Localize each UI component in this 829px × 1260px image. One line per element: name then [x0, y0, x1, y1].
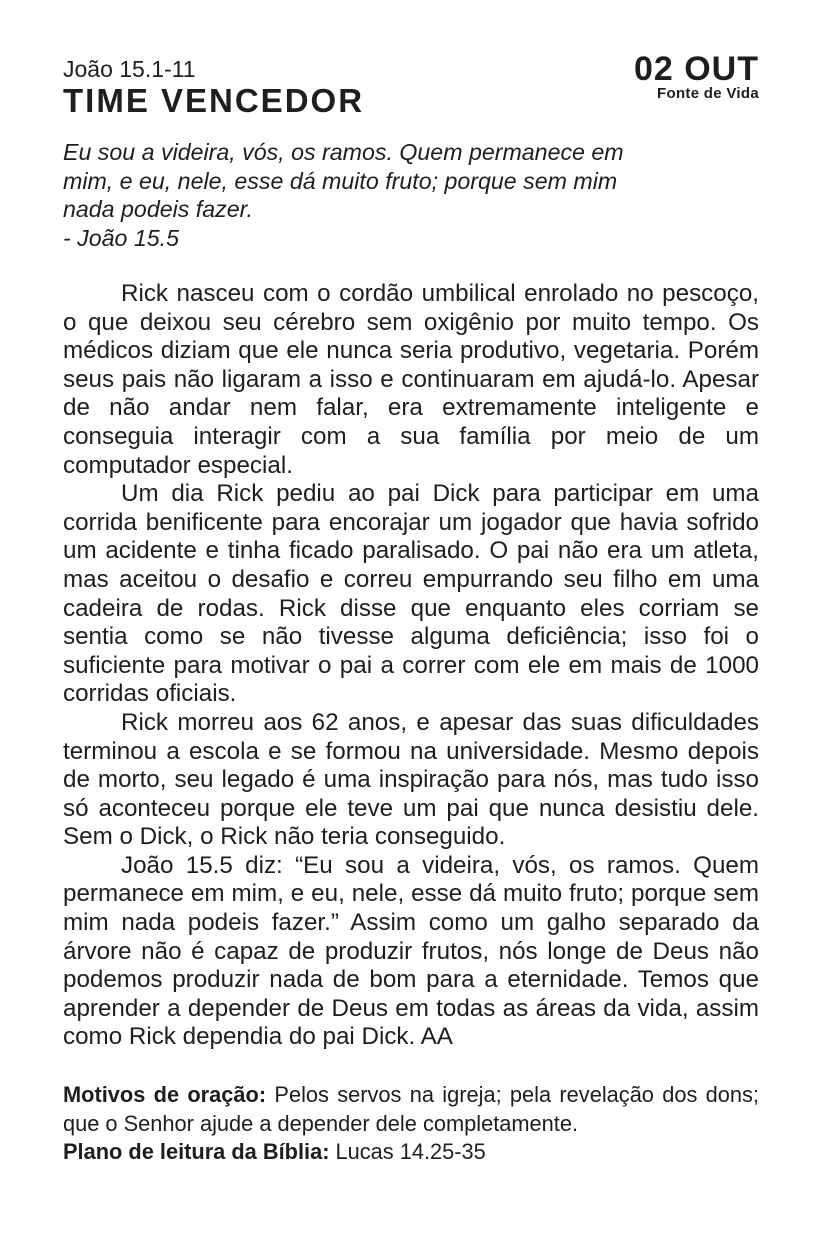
devotional-body [63, 280, 759, 1052]
key-verse-line: Eu sou a videira, vós, os ramos. Quem permanece em [63, 139, 624, 165]
body-paragraph: João 15.5 diz: “Eu sou a videira, vós, os ramos. Quem permanece em mim, e eu, nele, esse dá muito fruto; porque sem mim nada podeis fazer.” Assim como um galho separado da árvore não é capaz de produzir frutos, nós longe de Deus não podemos produzir nada de bom para a eternidade. Temos que aprender a depender de Deus em todas as áreas da vida, assim como Rick dependia do pai Dick. AA [63, 851, 759, 1051]
date-block [634, 52, 759, 102]
page-footer [63, 1081, 759, 1167]
devotional-page [63, 50, 759, 1167]
key-verse-citation: - João 15.5 [63, 224, 180, 251]
key-verse-line: nada podeis fazer. [63, 196, 253, 222]
reading-plan-text: Lucas 14.25-35 [329, 1139, 486, 1165]
prayer-text: Pelos servos na igreja; pela revelação dos dons; que o Senhor ajude a depender dele completamente. [63, 1082, 759, 1136]
key-verse-line: mim, e eu, nele, esse dá muito fruto; porque sem mim [63, 167, 618, 194]
prayer-label: Motivos de oração: [63, 1082, 267, 1108]
reading-plan-label: Plano de leitura da Bíblia: [63, 1139, 330, 1165]
body-paragraph: Um dia Rick pediu ao pai Dick para participar em uma corrida benificente para encorajar um jogador que havia sofrido um acidente e tinha ficado paralisado. O pai não era um atleta, mas aceitou o desafio e correu empurrando seu filho em uma cadeira de rodas. Rick disse que enquanto eles corriam se sentia como se não tivesse alguma deficiência; isso foi o suficiente para motivar o pai a correr com ele em mais de 1000 corridas oficiais. [63, 480, 759, 708]
body-paragraph: Rick morreu aos 62 anos, e apesar das suas dificuldades terminou a escola e se formou na universidade. Mesmo depois de morto, seu legado é uma inspiração para nós, mas tudo isso só aconteceu porque ele teve um pai que nunca desistiu dele. Sem o Dick, o Rick não teria conseguido. [63, 708, 759, 851]
page-title: TIME VENCEDOR [63, 82, 365, 119]
prayer-section [63, 1081, 759, 1138]
source-label: Fonte de Vida [657, 85, 759, 102]
key-verse [63, 138, 683, 252]
body-paragraph: Rick nasceu com o cordão umbilical enrolado no pescoço, o que deixou seu cérebro sem oxigênio por muito tempo. Os médicos diziam que ele nunca seria produtivo, vegetaria. Porém seus pais não ligaram a isso e continuaram em ajudá-lo. Apesar de não andar nem falar, era extremamente inteligente e conseguia interagir com a sua família por meio de um computador especial. [63, 280, 759, 479]
page-header [63, 50, 759, 120]
date-label: 02 OUT [633, 50, 759, 88]
scripture-reference: João 15.1-11 [63, 56, 196, 82]
reading-plan-section [63, 1138, 759, 1167]
